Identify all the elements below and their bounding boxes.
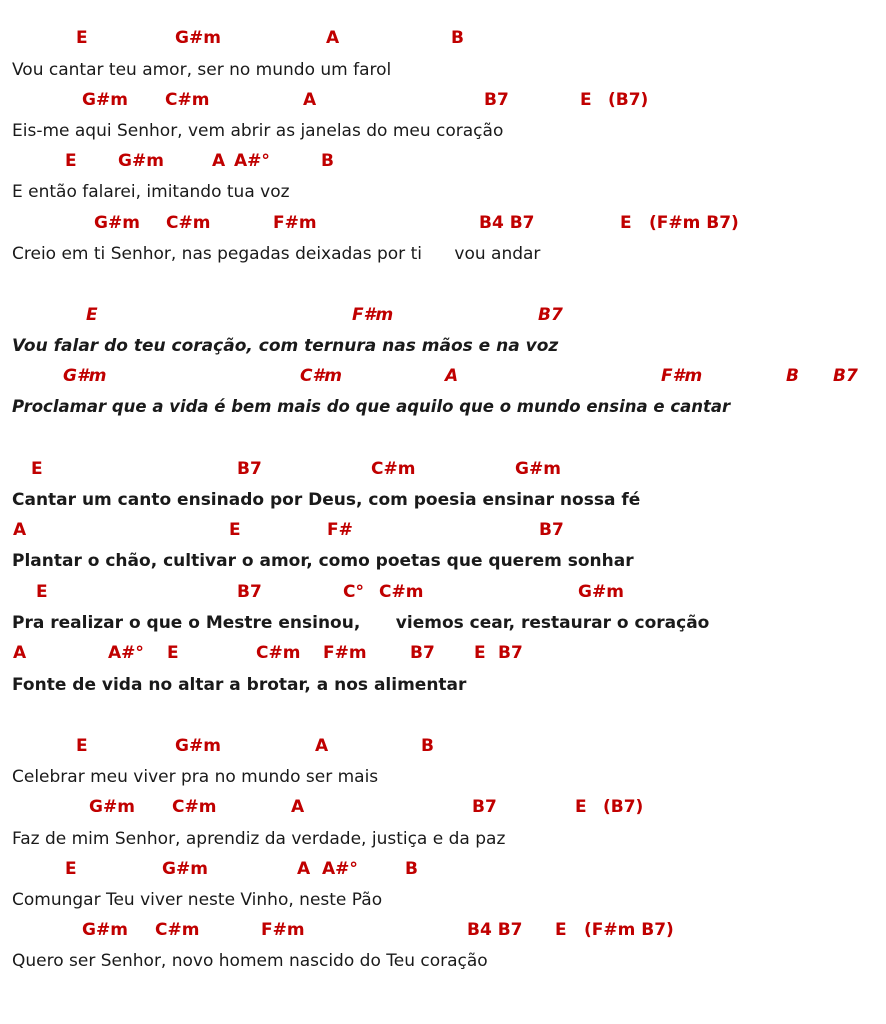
chord: (B7) xyxy=(603,797,644,817)
chord: G#m xyxy=(82,90,128,110)
chord: B7 xyxy=(237,582,262,602)
chord: G#m xyxy=(175,28,221,48)
chord: B xyxy=(786,366,799,386)
chord: E xyxy=(86,305,98,325)
chord: F# xyxy=(327,520,353,540)
chord: E xyxy=(620,213,632,233)
chord: E xyxy=(31,459,43,479)
lyric-line: Fonte de vida no altar a brotar, a nos alimentar xyxy=(12,675,467,695)
chord: F#m xyxy=(323,643,367,663)
lyric-line: Vou cantar teu amor, ser no mundo um farol xyxy=(12,60,392,80)
chord: C#m xyxy=(371,459,416,479)
chord: F#m xyxy=(261,920,305,940)
chord: C#m xyxy=(165,90,210,110)
chord: A#° xyxy=(234,151,270,171)
chord: B7 xyxy=(484,90,509,110)
chord: C#m xyxy=(155,920,200,940)
chord: E xyxy=(474,643,486,663)
chord: G#m xyxy=(63,366,107,386)
chord: F#m xyxy=(661,366,703,386)
chord: B4 B7 xyxy=(467,920,523,940)
chord: B4 B7 xyxy=(479,213,535,233)
lyric-line: Quero ser Senhor, novo homem nascido do Teu coração xyxy=(12,951,488,971)
lyric-line: Proclamar que a vida é bem mais do que aquilo que o mundo ensina e cantar xyxy=(12,397,731,416)
chord: E xyxy=(36,582,48,602)
chord: G#m xyxy=(175,736,221,756)
chord: (B7) xyxy=(608,90,649,110)
lyric-line: Comungar Teu viver neste Vinho, neste Pão xyxy=(12,890,383,910)
chord: B7 xyxy=(833,366,858,386)
chord: C#m xyxy=(300,366,343,386)
chord: B7 xyxy=(237,459,262,479)
lyric-line: Eis-me aqui Senhor, vem abrir as janelas do meu coração xyxy=(12,121,504,141)
chord: E xyxy=(229,520,241,540)
chord: A#° xyxy=(322,859,358,879)
chord: G#m xyxy=(82,920,128,940)
chord: F#m xyxy=(352,305,394,325)
chord: A xyxy=(291,797,305,817)
chord: E xyxy=(555,920,567,940)
chord: B xyxy=(421,736,434,756)
chord: F#m xyxy=(273,213,317,233)
chord: G#m xyxy=(515,459,561,479)
chord: B7 xyxy=(498,643,523,663)
chord: (F#m B7) xyxy=(584,920,674,940)
lyric-line: Creio em ti Senhor, nas pegadas deixadas por ti vou andar xyxy=(12,244,541,264)
chord: G#m xyxy=(118,151,164,171)
chord: B7 xyxy=(538,305,563,325)
chord: E xyxy=(76,736,88,756)
chord: C#m xyxy=(172,797,217,817)
chord: G#m xyxy=(578,582,624,602)
chord: B xyxy=(451,28,464,48)
chord: E xyxy=(580,90,592,110)
chord: A xyxy=(315,736,329,756)
chord: A xyxy=(13,643,27,663)
chord: A xyxy=(13,520,27,540)
lyric-line: Faz de mim Senhor, aprendiz da verdade, justiça e da paz xyxy=(12,829,506,849)
chord: B xyxy=(405,859,418,879)
chord: C#m xyxy=(379,582,424,602)
chord: C° xyxy=(343,582,364,602)
chord: A#° xyxy=(108,643,144,663)
lyric-line: Cantar um canto ensinado por Deus, com poesia ensinar nossa fé xyxy=(12,490,641,510)
chord: A xyxy=(303,90,317,110)
chord: E xyxy=(76,28,88,48)
chord: C#m xyxy=(256,643,301,663)
chord: (F#m B7) xyxy=(649,213,739,233)
chord: G#m xyxy=(89,797,135,817)
chord: A xyxy=(445,366,459,386)
chord: B7 xyxy=(472,797,497,817)
chord: C#m xyxy=(166,213,211,233)
chord: G#m xyxy=(94,213,140,233)
lyric-line: E então falarei, imitando tua voz xyxy=(12,182,290,202)
chord: B xyxy=(321,151,334,171)
lyric-line: Celebrar meu viver pra no mundo ser mais xyxy=(12,767,379,787)
chord: A xyxy=(326,28,340,48)
chord: E xyxy=(65,859,77,879)
chord: B7 xyxy=(539,520,564,540)
chord: E xyxy=(65,151,77,171)
chord: A xyxy=(212,151,226,171)
chord: E xyxy=(167,643,179,663)
chord: A xyxy=(297,859,311,879)
lyric-line: Vou falar do teu coração, com ternura nas mãos e na voz xyxy=(12,336,559,356)
lyric-line: Pra realizar o que o Mestre ensinou, viemos cear, restaurar o coração xyxy=(12,613,710,633)
lyric-line: Plantar o chão, cultivar o amor, como poetas que querem sonhar xyxy=(12,551,634,571)
chord: E xyxy=(575,797,587,817)
chord: B7 xyxy=(410,643,435,663)
chord: G#m xyxy=(162,859,208,879)
